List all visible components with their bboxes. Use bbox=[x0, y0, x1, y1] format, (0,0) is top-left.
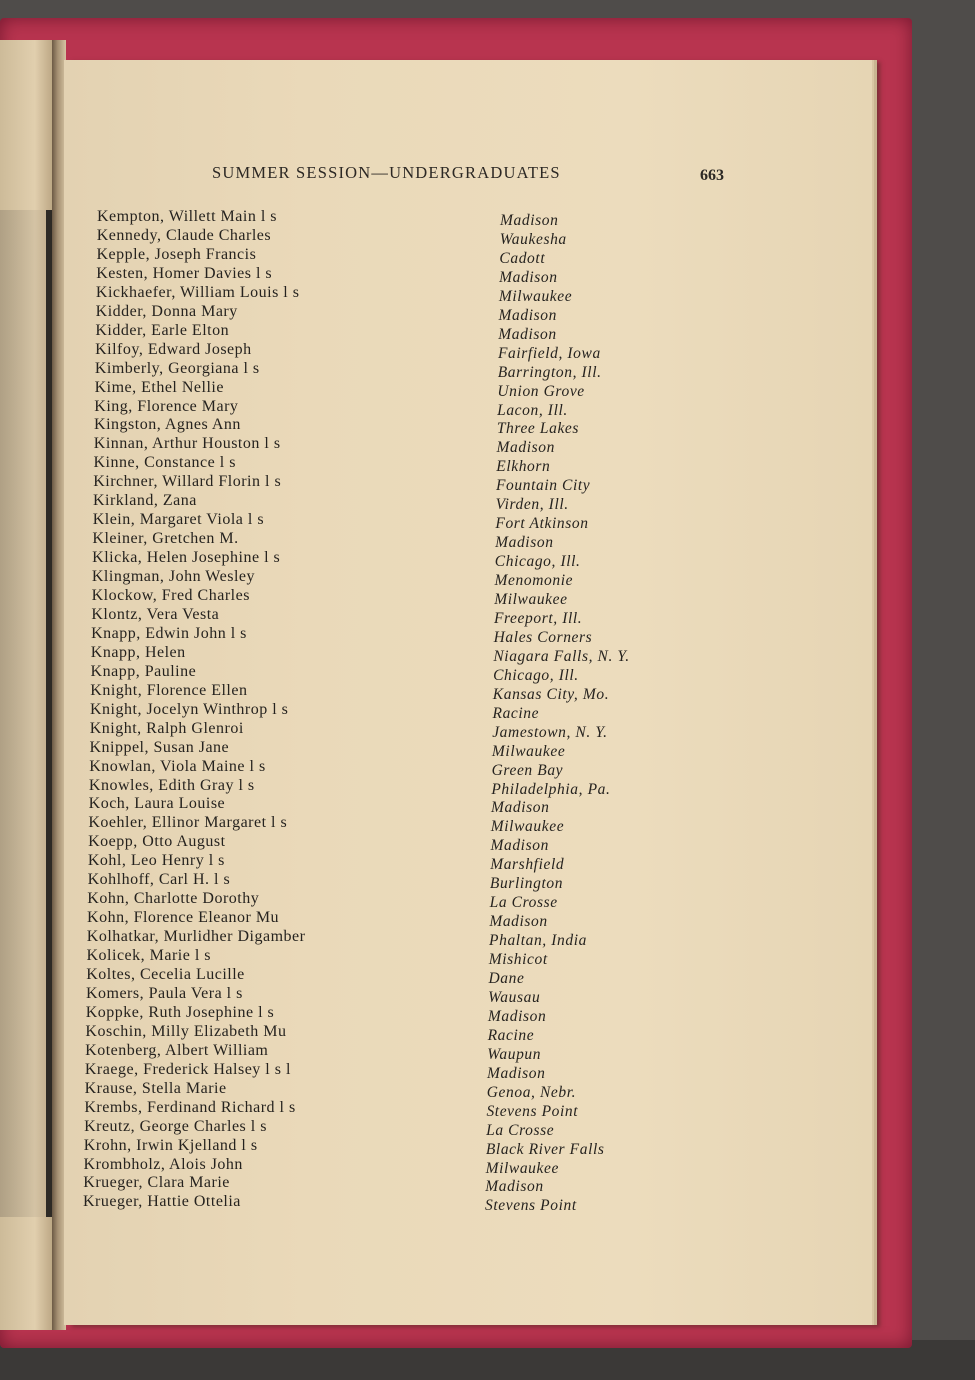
facing-page-line bbox=[0, 894, 52, 913]
student-name: Knight, Jocelyn Winthrop l s bbox=[90, 700, 289, 718]
student-hometown: Marshfield bbox=[490, 856, 565, 874]
facing-page-line bbox=[0, 875, 52, 894]
facing-page-line bbox=[0, 1122, 52, 1141]
student-name: Knowles, Edith Gray l s bbox=[88, 776, 255, 794]
facing-page-line bbox=[0, 780, 52, 799]
student-name: Kinnan, Arthur Houston l s bbox=[93, 435, 281, 453]
facing-page-line bbox=[0, 666, 52, 685]
student-name: Kraege, Frederick Halsey l s l bbox=[84, 1060, 291, 1078]
student-name: Kesten, Homer Davies l s bbox=[96, 264, 273, 282]
student-name: Kingston, Agnes Ann bbox=[94, 416, 241, 434]
student-hometown: Black River Falls bbox=[485, 1140, 605, 1158]
student-name: Klicka, Helen Josephine l s bbox=[92, 549, 281, 567]
student-name: Krause, Stella Marie bbox=[84, 1079, 227, 1097]
student-hometown: Philadelphia, Pa. bbox=[491, 780, 611, 798]
student-hometown: Three Lakes bbox=[496, 420, 580, 438]
facing-page-line bbox=[0, 818, 52, 837]
student-name: Kotenberg, Albert William bbox=[85, 1041, 269, 1059]
facing-page-line bbox=[0, 533, 52, 552]
student-hometown: Union Grove bbox=[497, 382, 585, 400]
student-name: Kolicek, Marie l s bbox=[86, 947, 212, 965]
facing-page-line bbox=[0, 1103, 52, 1122]
facing-page-line bbox=[0, 1027, 52, 1046]
student-name: Knight, Florence Ellen bbox=[90, 681, 248, 699]
student-hometown: Milwaukee bbox=[491, 742, 566, 760]
student-name: Kolhatkar, Murlidher Digamber bbox=[86, 928, 306, 946]
student-name: Kinne, Constance l s bbox=[93, 454, 236, 472]
facing-page-line bbox=[0, 856, 52, 875]
student-hometown: Chicago, Ill. bbox=[494, 553, 581, 571]
student-hometown: Milwaukee bbox=[494, 591, 568, 608]
facing-page-line bbox=[0, 951, 52, 970]
facing-page-line bbox=[0, 1179, 52, 1198]
student-name: Koepp, Otto August bbox=[88, 833, 226, 851]
student-hometown: Dane bbox=[488, 970, 525, 987]
student-hometown: Racine bbox=[492, 704, 540, 722]
student-hometown: Genoa, Nebr. bbox=[486, 1083, 577, 1101]
facing-page-line bbox=[0, 324, 52, 343]
facing-page-line bbox=[0, 343, 52, 362]
student-name: Krembs, Ferdinand Richard l s bbox=[84, 1098, 296, 1116]
student-hometown: Stevens Point bbox=[485, 1197, 577, 1215]
student-hometown: Burlington bbox=[489, 875, 564, 893]
student-name: Koehler, Ellinor Margaret l s bbox=[88, 814, 288, 832]
student-hometown: Mishicot bbox=[488, 951, 548, 969]
facing-page-line bbox=[0, 476, 52, 495]
student-hometown: Madison bbox=[487, 1007, 547, 1025]
student-name: Kepple, Joseph Francis bbox=[96, 245, 257, 263]
facing-page-line bbox=[0, 381, 52, 400]
student-hometown: Waupun bbox=[487, 1045, 542, 1063]
facing-page-line bbox=[0, 609, 52, 628]
student-hometown: Racine bbox=[487, 1026, 535, 1044]
student-name: Krombholz, Alois John bbox=[83, 1155, 243, 1173]
facing-page-line bbox=[0, 286, 52, 305]
facing-page-line bbox=[0, 628, 52, 647]
student-name: Koch, Laura Louise bbox=[88, 795, 226, 813]
student-hometown: Madison bbox=[498, 325, 557, 343]
student-name: Kohn, Charlotte Dorothy bbox=[87, 890, 260, 908]
student-name: Kohl, Leo Henry l s bbox=[87, 852, 225, 870]
facing-page-line bbox=[0, 1084, 52, 1103]
student-name: Knapp, Helen bbox=[90, 643, 186, 661]
student-hometown: Cadott bbox=[499, 249, 546, 267]
student-hometown: Madison bbox=[490, 837, 549, 855]
student-name: Klingman, John Wesley bbox=[91, 568, 255, 586]
student-name: King, Florence Mary bbox=[94, 397, 239, 415]
facing-page-line bbox=[0, 704, 52, 723]
student-hometown: Freeport, Ill. bbox=[493, 609, 583, 627]
student-hometown: Madison bbox=[498, 306, 557, 324]
student-name: Knippel, Susan Jane bbox=[89, 738, 230, 756]
facing-page-line bbox=[0, 1065, 52, 1084]
facing-page-line bbox=[0, 970, 52, 989]
student-hometown: Fort Atkinson bbox=[495, 515, 589, 533]
student-name: Krueger, Clara Marie bbox=[83, 1174, 230, 1192]
student-hometown: Stevens Point bbox=[486, 1102, 579, 1120]
student-name: Kidder, Donna Mary bbox=[95, 302, 238, 320]
student-name: Krohn, Irwin Kjelland l s bbox=[83, 1136, 258, 1154]
student-hometown: Madison bbox=[495, 534, 554, 552]
student-name: Kickhaefer, William Louis l s bbox=[95, 283, 300, 301]
student-hometown: Madison bbox=[499, 268, 558, 286]
student-name: Kirchner, Willard Florin l s bbox=[93, 473, 282, 491]
student-hometown: Fairfield, Iowa bbox=[497, 344, 601, 362]
student-hometown: Milwaukee bbox=[490, 818, 565, 836]
facing-page-line bbox=[0, 305, 52, 324]
facing-page-line bbox=[0, 362, 52, 381]
student-hometown: Fountain City bbox=[495, 477, 591, 495]
facing-page-line bbox=[0, 932, 52, 951]
student-hometown: Virden, Ill. bbox=[495, 496, 569, 514]
facing-page-line bbox=[0, 913, 52, 932]
student-name: Kohn, Florence Eleanor Mu bbox=[87, 909, 280, 927]
student-hometown: Hales Corners bbox=[493, 628, 593, 646]
facing-page-line bbox=[0, 647, 52, 666]
facing-page-line bbox=[0, 1198, 52, 1217]
facing-page-line bbox=[0, 495, 52, 514]
student-name: Kreutz, George Charles l s bbox=[84, 1117, 267, 1135]
student-hometown: Madison bbox=[485, 1178, 544, 1196]
facing-page-line bbox=[0, 1160, 52, 1179]
student-hometown: Lacon, Ill. bbox=[497, 401, 568, 419]
student-name: Klontz, Vera Vesta bbox=[91, 605, 220, 623]
student-hometown: Madison bbox=[496, 439, 555, 457]
facing-page-line bbox=[0, 1008, 52, 1027]
facing-page-line bbox=[0, 761, 52, 780]
student-name: Kirkland, Zana bbox=[92, 492, 197, 510]
student-hometown: Jamestown, N. Y. bbox=[492, 723, 608, 741]
student-name: Krueger, Hattie Ottelia bbox=[83, 1193, 241, 1211]
facing-page-line bbox=[0, 419, 52, 438]
student-hometown: Wausau bbox=[488, 988, 541, 1006]
student-name: Koschin, Milly Elizabeth Mu bbox=[85, 1022, 287, 1040]
student-name: Kime, Ethel Nellie bbox=[94, 378, 224, 396]
facing-page-line bbox=[0, 571, 52, 590]
student-hometown: Green Bay bbox=[491, 761, 564, 779]
facing-page-line bbox=[0, 1141, 52, 1160]
student-hometown: Elkhorn bbox=[496, 458, 551, 476]
student-name: Knapp, Pauline bbox=[90, 662, 197, 680]
student-hometown: La Crosse bbox=[486, 1121, 555, 1139]
facing-page-line bbox=[0, 400, 52, 419]
student-name: Komers, Paula Vera l s bbox=[85, 984, 243, 1002]
student-name: Kleiner, Gretchen M. bbox=[92, 530, 239, 548]
student-hometown: Madison bbox=[500, 212, 559, 229]
student-hometown: Chicago, Ill. bbox=[493, 666, 579, 684]
student-name: Kimberly, Georgiana l s bbox=[94, 359, 260, 377]
student-hometown: Barrington, Ill. bbox=[497, 363, 602, 381]
student-name: Knapp, Edwin John l s bbox=[91, 624, 247, 642]
facing-page-line bbox=[0, 438, 52, 457]
student-hometown: Waukesha bbox=[499, 230, 567, 248]
student-name: Knowlan, Viola Maine l s bbox=[89, 757, 266, 775]
student-name: Kilfoy, Edward Joseph bbox=[95, 340, 252, 358]
student-name: Klein, Margaret Viola l s bbox=[92, 511, 265, 529]
student-name: Koltes, Cecelia Lucille bbox=[86, 966, 245, 983]
facing-page-line bbox=[0, 552, 52, 571]
facing-page-line bbox=[0, 837, 52, 856]
facing-page-line bbox=[0, 590, 52, 609]
running-header: SUMMER SESSION—UNDERGRADUATES bbox=[212, 163, 561, 182]
student-hometown: La Crosse bbox=[489, 894, 558, 912]
facing-page-line bbox=[0, 742, 52, 761]
facing-page-edge bbox=[0, 40, 58, 1330]
student-name: Knight, Ralph Glenroi bbox=[89, 719, 244, 737]
facing-page-line bbox=[0, 457, 52, 476]
facing-page-line bbox=[0, 989, 52, 1008]
student-hometown: Madison bbox=[491, 799, 550, 817]
student-hometown: Phaltan, India bbox=[489, 932, 587, 950]
student-hometown: Madison bbox=[487, 1064, 546, 1082]
student-name: Koppke, Ruth Josephine l s bbox=[85, 1003, 275, 1021]
student-name: Klockow, Fred Charles bbox=[91, 587, 250, 604]
student-name: Kidder, Earle Elton bbox=[95, 321, 230, 339]
facing-page-line bbox=[0, 514, 52, 533]
facing-page-line bbox=[0, 799, 52, 818]
facing-page-line bbox=[0, 267, 52, 286]
facing-page-line bbox=[0, 210, 52, 229]
facing-page-line bbox=[0, 248, 52, 267]
student-hometown: Milwaukee bbox=[485, 1159, 559, 1177]
student-hometown: Kansas City, Mo. bbox=[492, 685, 610, 703]
student-name: Kempton, Willett Main l s bbox=[97, 208, 277, 225]
page-number: 663 bbox=[700, 167, 724, 184]
student-hometown: Niagara Falls, N. Y. bbox=[493, 647, 630, 665]
student-name: Kohlhoff, Carl H. l s bbox=[87, 871, 231, 889]
facing-page-text-edge bbox=[0, 210, 58, 1217]
student-hometown: Madison bbox=[489, 913, 548, 931]
facing-page-line bbox=[0, 685, 52, 704]
facing-page-line bbox=[0, 1046, 52, 1065]
student-hometown: Milwaukee bbox=[498, 287, 573, 305]
student-hometown: Menomonie bbox=[494, 572, 574, 590]
facing-page-line bbox=[0, 723, 52, 742]
facing-page-line bbox=[0, 229, 52, 248]
student-name: Kennedy, Claude Charles bbox=[96, 226, 272, 244]
